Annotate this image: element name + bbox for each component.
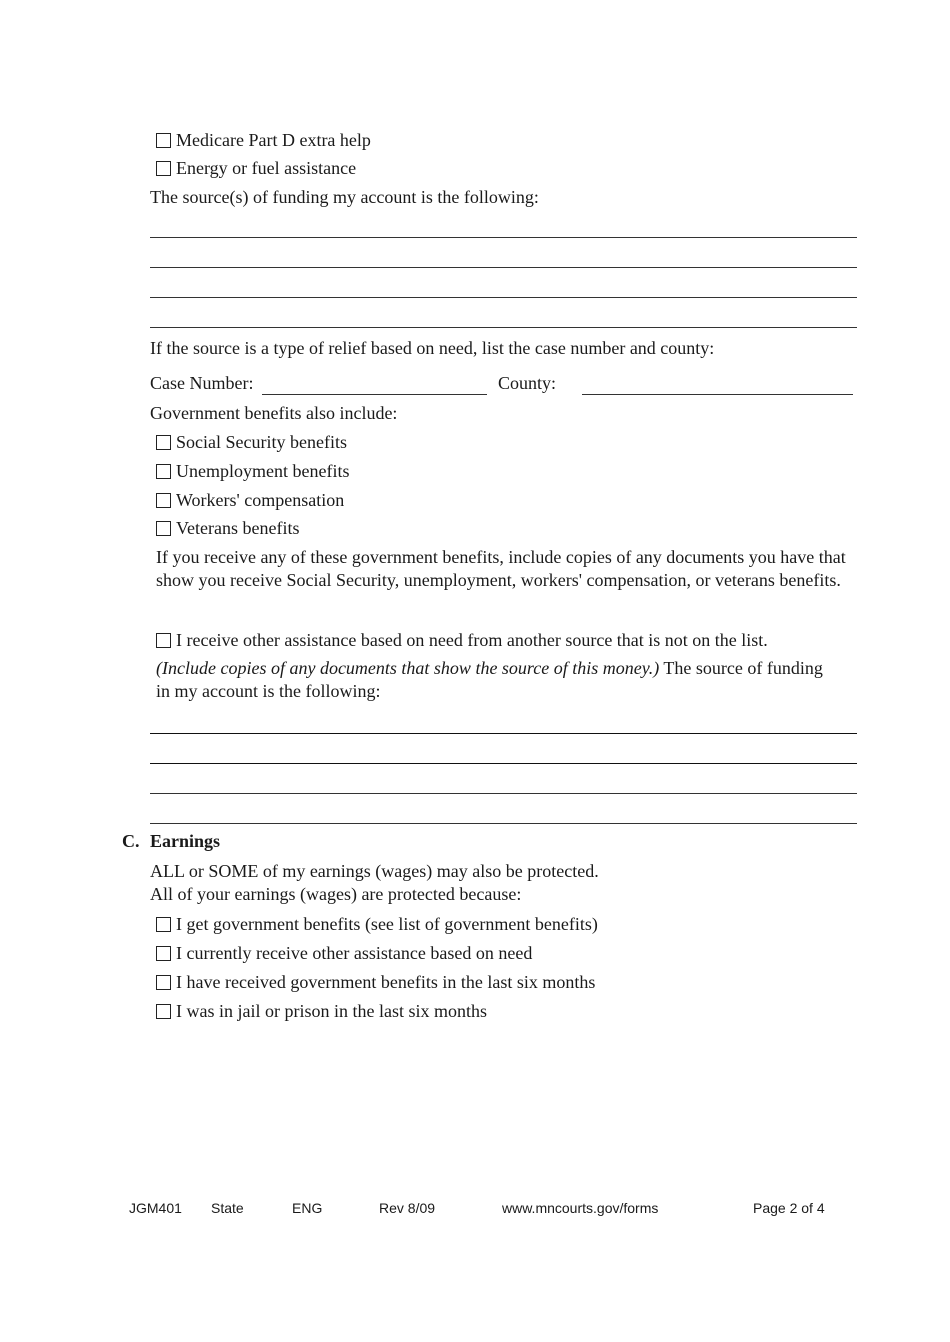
checkbox-label: Medicare Part D extra help	[176, 130, 371, 150]
section-c-line2: All of your earnings (wages) are protected because:	[150, 884, 522, 904]
unemployment-checkbox[interactable]	[156, 464, 171, 479]
other-source-line-2[interactable]	[150, 763, 857, 764]
other-assistance-instructions	[156, 657, 836, 703]
gov-benefits-note: If you receive any of these government benefits, include copies of any documents you have that show you receive Social Security, unemployment, workers' compensation, or veterans benefits.	[156, 547, 846, 590]
checkbox-label: Veterans benefits	[176, 518, 300, 538]
other-source-line-3[interactable]	[150, 793, 857, 794]
social-security-checkbox[interactable]	[156, 435, 171, 450]
other-source-line-1[interactable]	[150, 733, 857, 734]
checkbox-label: I currently receive other assistance based on need	[176, 943, 533, 963]
section-c-line1: ALL or SOME of my earnings (wages) may also be protected.	[150, 861, 599, 881]
case-number-label: Case Number:	[150, 373, 254, 393]
energy-assistance-checkbox[interactable]	[156, 161, 171, 176]
checkbox-label: Workers' compensation	[176, 490, 345, 510]
checkbox-label: Unemployment benefits	[176, 461, 350, 481]
footer-language: ENG	[292, 1200, 323, 1216]
funding-source-prompt: The source(s) of funding my account is the following:	[150, 187, 539, 207]
checkbox-label: I was in jail or prison in the last six months	[176, 1001, 487, 1021]
county-label: County:	[498, 373, 557, 393]
checkbox-label: Energy or fuel assistance	[176, 158, 357, 178]
other-source-line-4[interactable]	[150, 823, 857, 824]
gov-benefits-intro: Government benefits also include:	[150, 403, 398, 423]
other-assistance-rest: The source of funding in my account is the following:	[156, 658, 823, 701]
earnings-jail-checkbox[interactable]	[156, 1004, 171, 1019]
footer-revision: Rev 8/09	[379, 1200, 436, 1216]
funding-source-line-1[interactable]	[150, 237, 857, 238]
section-c-title: Earnings	[150, 831, 221, 851]
footer-jurisdiction: State	[211, 1200, 244, 1216]
footer-page-number: Page 2 of 4	[753, 1200, 825, 1216]
earnings-gov-benefits-checkbox[interactable]	[156, 917, 171, 932]
checkbox-label: I get government benefits (see list of government benefits)	[176, 914, 598, 934]
case-number-field[interactable]	[262, 394, 487, 395]
checkbox-label: I have received government benefits in the last six months	[176, 972, 596, 992]
veterans-benefits-checkbox[interactable]	[156, 521, 171, 536]
other-assistance-checkbox[interactable]	[156, 633, 171, 648]
section-c-letter: C.	[122, 831, 140, 851]
other-assistance-italic-note: (Include copies of any documents that show the source of this money.)	[156, 658, 660, 678]
footer-url[interactable]: www.mncourts.gov/forms	[502, 1200, 659, 1216]
footer-form-id: JGM401	[129, 1200, 182, 1216]
earnings-other-assistance-checkbox[interactable]	[156, 946, 171, 961]
funding-source-line-3[interactable]	[150, 297, 857, 298]
checkbox-label: I receive other assistance based on need from another source that is not on the list.	[176, 630, 768, 650]
checkbox-label: Social Security benefits	[176, 432, 347, 452]
county-field[interactable]	[582, 394, 853, 395]
funding-source-line-4[interactable]	[150, 327, 857, 328]
earnings-received-benefits-checkbox[interactable]	[156, 975, 171, 990]
funding-source-line-2[interactable]	[150, 267, 857, 268]
workers-compensation-checkbox[interactable]	[156, 493, 171, 508]
medicare-part-d-checkbox[interactable]	[156, 133, 171, 148]
relief-prompt: If the source is a type of relief based on need, list the case number and county:	[150, 338, 715, 358]
